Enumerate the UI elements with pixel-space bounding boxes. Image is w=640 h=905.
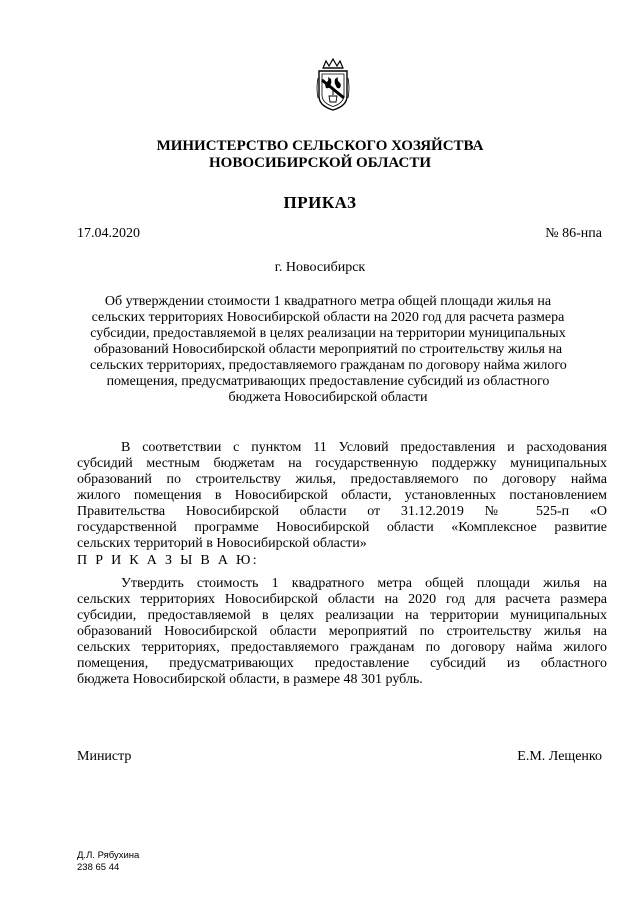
paragraph-line: государственной программе Новосибирской области «Комплексное развитие [77, 520, 607, 535]
paragraph-line: образований по строительству жилья, предоставляемого по договору найма [77, 472, 607, 487]
document-type-title: ПРИКАЗ [283, 193, 357, 212]
subject-line: сельских территориях, предоставляемого гражданам по договору найма жилого [90, 358, 567, 373]
document-city: г. Новосибирск [274, 260, 366, 275]
subject-line: Об утверждении стоимости 1 квадратного метра общей площади жилья на [104, 294, 552, 309]
signer-name: Е.М. Лещенко [517, 749, 602, 764]
document-date: 17.04.2020 [77, 226, 140, 241]
paragraph-line: бюджета Новосибирской области, в размере 48 301 рубль. [77, 672, 423, 687]
document-subject [90, 294, 566, 406]
ministry-name-line1: МИНИСТЕРСТВО СЕЛЬСКОГО ХОЗЯЙСТВА [156, 138, 484, 154]
signer-role: Министр [77, 749, 132, 764]
paragraph-line: сельских территорий в Новосибирской области» [77, 536, 367, 551]
paragraph-line: Правительства Новосибирской области от 31.12.2019 № 525-п «О [77, 504, 607, 519]
paragraph-line: В соответствии с пунктом 11 Условий предоставления и расходования [121, 440, 607, 455]
paragraph-line: субсидий местным бюджетам на государственную поддержку муниципальных [77, 456, 607, 471]
order-paragraph [77, 576, 607, 688]
subject-line: бюджета Новосибирской области [228, 390, 428, 405]
order-directive: П Р И К А З Ы В А Ю: [77, 553, 259, 568]
ministry-name-line2: НОВОСИБИРСКОЙ ОБЛАСТИ [208, 155, 432, 171]
preamble-paragraph [77, 440, 607, 552]
coat-of-arms-icon [315, 58, 351, 112]
paragraph-line: субсидии, предоставляемой в целях реализации на территории муниципальных [77, 608, 607, 623]
paragraph-line: Утвердить стоимость 1 квадратного метра общей площади жилья на [121, 576, 607, 591]
paragraph-line: помещения, предусматривающих предоставление субсидий из областного [77, 656, 607, 671]
subject-line: помещения, предусматривающих предоставление субсидий из областного [106, 374, 550, 389]
subject-line: образований Новосибирской области мероприятий по строительству жилья на [93, 342, 563, 357]
paragraph-line: образований Новосибирской области мероприятий по строительству жилья на [77, 624, 607, 639]
paragraph-line: сельских территориях Новосибирской области на 2020 год для расчета размера [77, 592, 607, 607]
document-number: № 86-нпа [545, 226, 602, 241]
executor-info [77, 850, 139, 874]
subject-line: сельских территориях Новосибирской области на 2020 год для расчета размера [91, 310, 565, 325]
paragraph-line: сельских территориях, предоставляемого гражданам по договору найма жилого [77, 640, 607, 655]
paragraph-line: жилого помещения в Новосибирской области, установленных постановлением [77, 488, 607, 503]
executor-phone: 238 65 44 [77, 862, 120, 873]
subject-line: субсидии, предоставляемой в целях реализации на территории муниципальных [90, 326, 566, 341]
executor-name: Д.Л. Рябухина [77, 850, 140, 861]
